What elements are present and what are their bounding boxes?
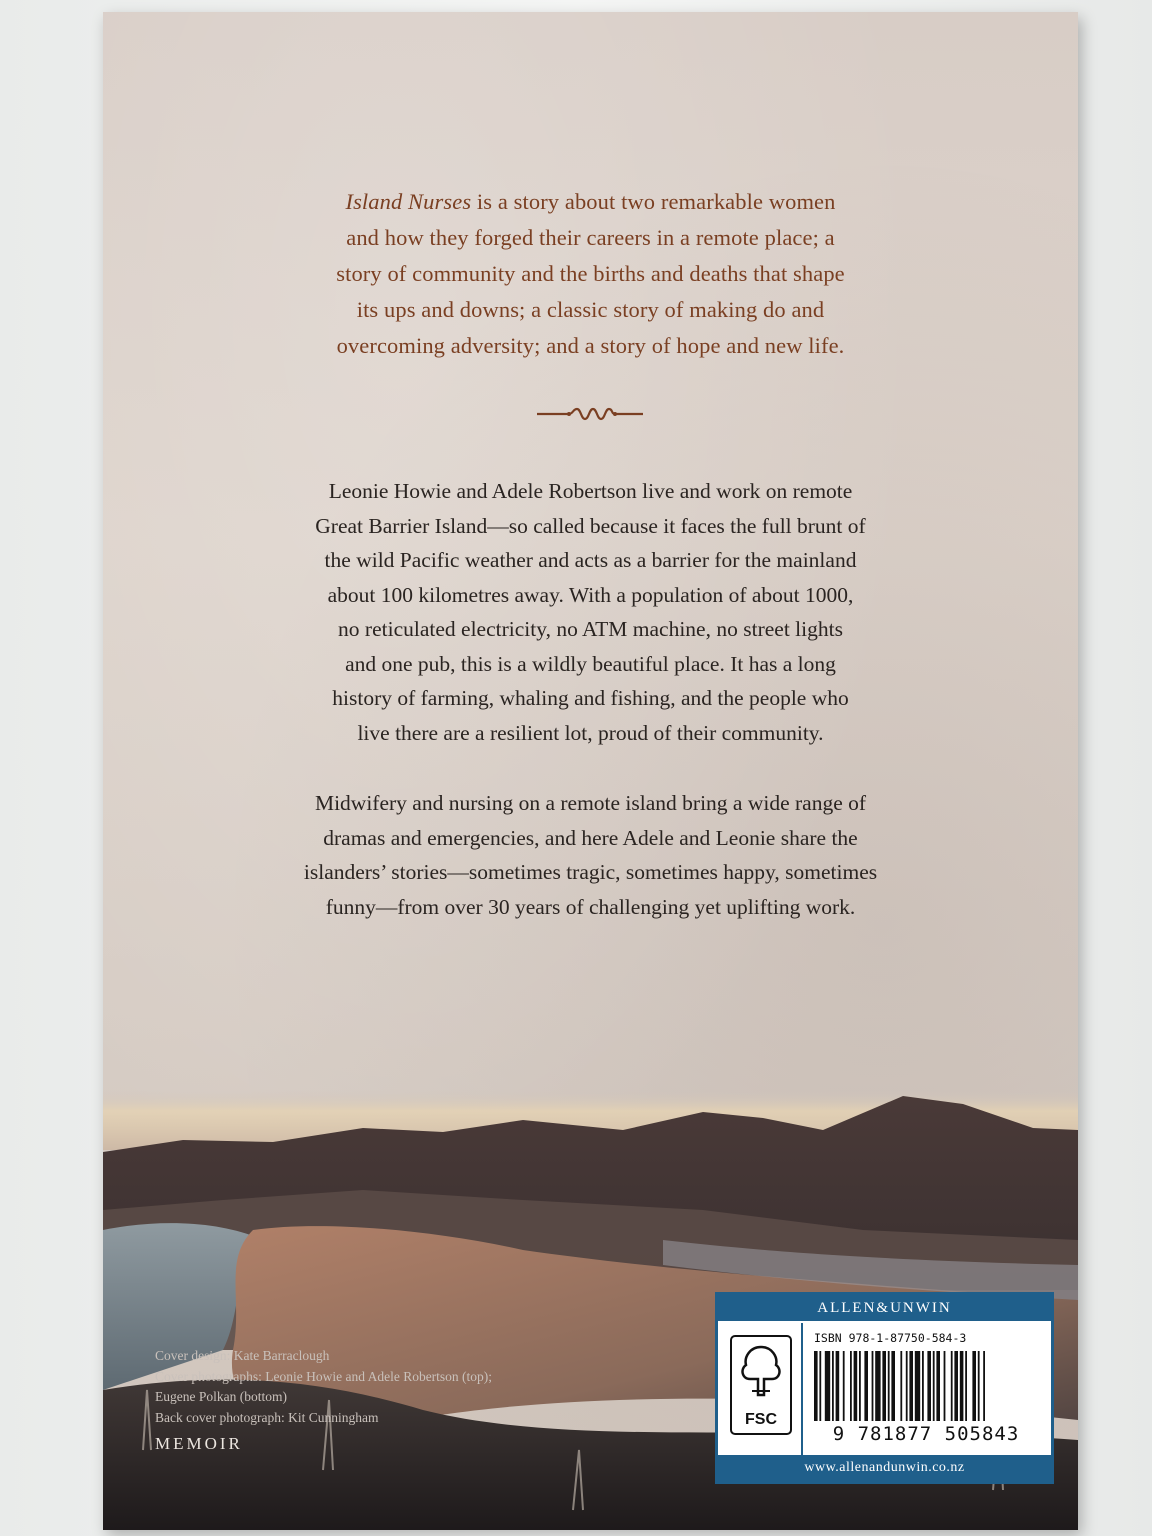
text-line: Midwifery and nursing on a remote island bring a wide range of: [314, 791, 867, 815]
text-line: the wild Pacific weather and acts as a barrier for the mainland: [324, 548, 857, 572]
blurb-line: and how they forged their careers in a remote place; a: [346, 225, 835, 250]
genre-label: MEMOIR: [155, 1434, 243, 1453]
book-back-cover: [103, 12, 1078, 1530]
barcode-bar: [825, 1351, 830, 1421]
text-line: dramas and emergencies, and here Adele and Leonie share the: [323, 825, 858, 850]
text-line: live there are a resilient lot, proud of their community.: [357, 720, 824, 745]
barcode-panel: [715, 1292, 1054, 1484]
fsc-label: FSC: [745, 1411, 777, 1428]
barcode-bar: [850, 1351, 852, 1421]
credit-line: Back cover photograph: Kit Cunningham: [155, 1409, 379, 1425]
barcode-bar: [859, 1351, 861, 1421]
barcode-bar: [972, 1351, 976, 1421]
text-line: islanders’ stories—sometimes tragic, sometimes happy, sometimes: [303, 860, 878, 884]
ornament-divider: [535, 405, 645, 423]
barcode-bar: [909, 1351, 913, 1421]
book-title-italic: Island Nurses: [345, 189, 472, 214]
barcode-bar: [819, 1351, 821, 1421]
barcode-number: 9 781877 505843: [832, 1423, 1020, 1445]
barcode-bar: [900, 1351, 902, 1421]
publisher-name: ALLEN&UNWIN: [718, 1295, 1051, 1321]
barcode-bar: [891, 1351, 895, 1421]
credit-line: Cover photographs: Leonie Howie and Adele Robertson (top);: [155, 1368, 493, 1384]
isbn-text: ISBN 978-1-87750-584-3: [814, 1331, 967, 1345]
barcode-bar: [854, 1351, 858, 1421]
barcode-bar: [936, 1351, 940, 1421]
description-paragraph-2: [103, 786, 1078, 924]
barcode-bar: [922, 1351, 924, 1421]
text-line: no reticulated electricity, no ATM machine, no street lights: [338, 617, 843, 641]
barcode-bar: [978, 1351, 980, 1421]
text-line: funny—from over 30 years of challenging yet uplifting work.: [325, 894, 856, 919]
barcode-bar: [814, 1351, 818, 1421]
barcode-bar: [882, 1351, 886, 1421]
blurb-line: story of community and the births and deaths that shape: [336, 261, 845, 286]
credit-line: Cover design: Kate Barraclough: [155, 1348, 330, 1363]
panel-divider: [801, 1323, 803, 1455]
barcode-bar: [960, 1351, 964, 1421]
blurb-line: Island Nurses is a story about two remarkable women: [345, 189, 836, 214]
barcode-bar: [927, 1351, 931, 1421]
barcode-bar: [836, 1351, 840, 1421]
barcode-bar: [915, 1351, 920, 1421]
barcode-bar: [864, 1351, 868, 1421]
barcode-bar: [944, 1351, 946, 1421]
barcode-bar: [872, 1351, 874, 1421]
text-line: Leonie Howie and Adele Robertson live and work on remote: [328, 479, 853, 503]
barcode-bar: [951, 1351, 953, 1421]
blurb-line: its ups and downs; a classic story of making do and: [356, 297, 825, 322]
cover-credits: [155, 1346, 492, 1428]
barcode-bar: [888, 1351, 890, 1421]
text-line: and one pub, this is a wildly beautiful place. It has a long: [345, 651, 836, 676]
text-line: history of farming, whaling and fishing, and the people who: [332, 686, 849, 710]
barcode-bar: [933, 1351, 935, 1421]
description-paragraph-1: [103, 474, 1078, 750]
barcode-bar: [843, 1351, 845, 1421]
publisher-url: www.allenandunwin.co.nz: [718, 1455, 1051, 1481]
blurb-line: overcoming adversity; and a story of hope and new life.: [336, 333, 845, 358]
barcode-bar: [875, 1351, 880, 1421]
barcode-bar: [832, 1351, 834, 1421]
barcode-bars: [814, 1351, 1040, 1421]
blurb: [103, 184, 1078, 364]
barcode-bar: [906, 1351, 908, 1421]
barcode-bar: [983, 1351, 985, 1421]
barcode-bar: [965, 1351, 967, 1421]
barcode-bar: [954, 1351, 958, 1421]
text-line: about 100 kilometres away. With a population of about 1000,: [327, 582, 854, 607]
credit-line: Eugene Polkan (bottom): [155, 1389, 287, 1404]
text-line: Great Barrier Island—so called because it faces the full brunt of: [315, 513, 866, 538]
